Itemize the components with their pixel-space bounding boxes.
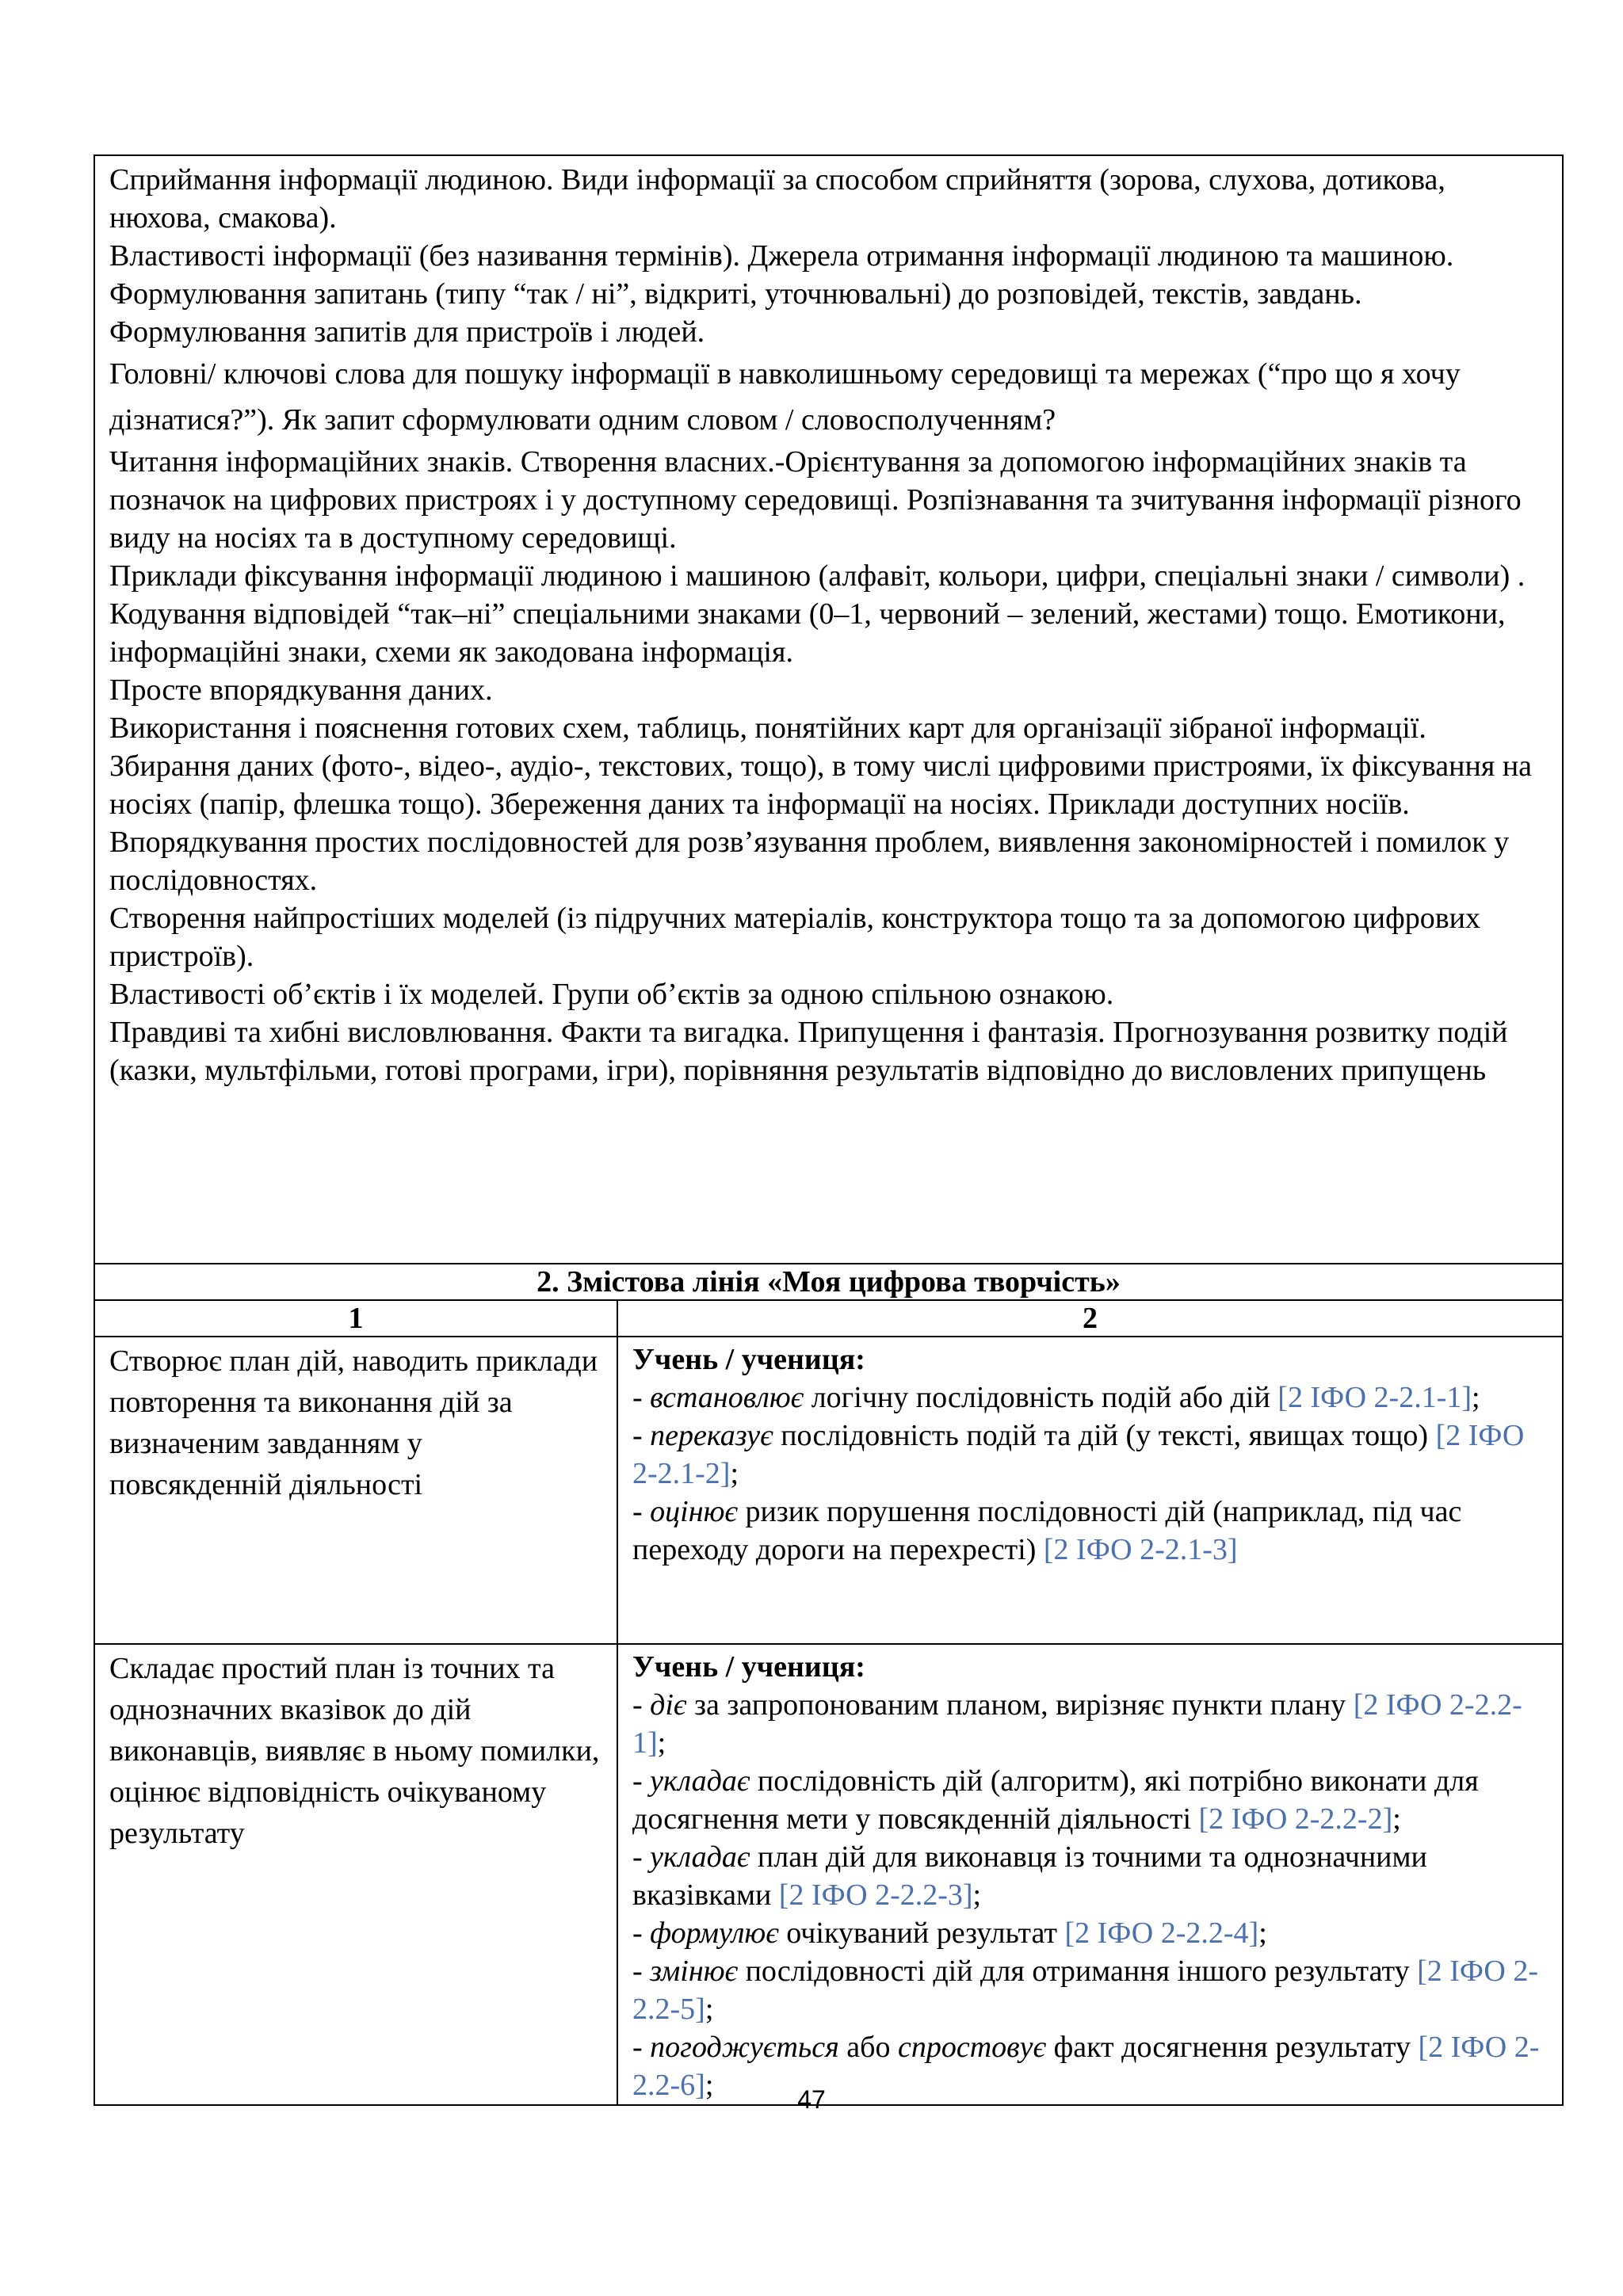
outcome-item: - оцінює ризик порушення послідовності дій (наприклад, під час переходу дороги на перехресті) [2 ІФО 2-2.1-3] <box>632 1495 1462 1566</box>
outcome-code: [2 ІФО 2-2.2-2] <box>1198 1802 1393 1836</box>
outcome-item: - укладає план дій для виконавця із точними та однозначними вказівками [2 ІФО 2-2.2-3]; <box>632 1840 1427 1912</box>
topic-paragraph: Головні/ ключові слова для пошуку інформації в навколишньому середовищі та мережах (“про що я хочу дізнатися?”). Як запит сформулювати одним словом / словосполученням? <box>109 357 1461 437</box>
outcome-item: - укладає послідовність дій (алгоритм), які потрібно виконати для досягнення мети у повсякденній діяльності [2 ІФО 2-2.2-2]; <box>632 1764 1479 1836</box>
outcome-code: [2 ІФО 2-2.2-1] <box>632 1688 1522 1760</box>
outcome-item: - формулює очікуваний результат [2 ІФО 2-2.2-4]; <box>632 1917 1267 1950</box>
topic-paragraph: Властивості об’єктів і їх моделей. Групи об’єктів за одною спільною ознакою. <box>109 978 1114 1011</box>
expected-result-cell: Складає простий план із точних та однозначних вказівок до дій виконавців, виявляє в ньому помилки, оцінює відповідність очікуваному результату <box>94 1644 617 2105</box>
topic-paragraph: Властивості інформації (без називання термінів). Джерела отримання інформації людиною та машиною. <box>109 239 1454 273</box>
topic-paragraph: Приклади фіксування інформації людиною і машиною (алфавіт, кольори, цифри, спеціальні знаки / символи) . Кодування відповідей “так–ні” спеціальними знаками (0–1, червоний – зелений, жестами) тощо. Емотикони, інформаційні знаки, схеми як закодована інформація. <box>109 559 1526 669</box>
outcome-code: [2 ІФО 2-2.2-5] <box>632 1955 1538 2026</box>
topic-paragraph: Створення найпростіших моделей (із підручних матеріалів, конструктора тощо та за допомогою цифрових пристроїв). <box>109 902 1481 973</box>
table-row <box>94 1337 1563 1644</box>
content-topics-cell <box>94 155 1563 1264</box>
student-header: Учень / учениця: <box>632 1650 865 1684</box>
topic-paragraph: Правдиві та хибні висловлювання. Факти та вигадка. Припущення і фантазія. Прогнозування розвитку подій (казки, мультфільми, готові програми, ігри), порівняння результатів відповідно до висловлених припущень <box>109 1016 1508 1087</box>
outcome-code: [2 ІФО 2-2.1-1] <box>1277 1381 1472 1414</box>
outcome-code: [2 ІФО 2-2.1-2] <box>632 1419 1525 1490</box>
topic-paragraph: Читання інформаційних знаків. Створення власних.-Орієнтування за допомогою інформаційних знаків та позначок на цифрових пристроях і у доступному середовищі. Розпізнавання та зчитування інформації різного виду на носіях та в доступному середовищі. <box>109 445 1522 555</box>
topic-paragraph: Сприймання інформації людиною. Види інформації за способом сприйняття (зорова, слухова, дотикова, нюхова, смакова). <box>109 163 1445 235</box>
section-title: 2. Змістова лінія «Моя цифрова творчість» <box>94 1264 1563 1300</box>
outcome-item: - встановлює логічну послідовність подій або дій [2 ІФО 2-2.1-1]; <box>632 1381 1480 1414</box>
outcome-code: [2 ІФО 2-2.2-6] <box>632 2031 1540 2102</box>
page-number: 47 <box>797 2085 826 2114</box>
topic-paragraph: Просте впорядкування даних. <box>109 673 493 707</box>
table-row <box>94 1644 1563 2105</box>
column-number-1: 1 <box>94 1300 617 1337</box>
topic-paragraph: Формулювання запитань (типу “так / ні”, відкриті, уточнювальні) до розповідей, текстів, завдань. <box>109 277 1362 311</box>
outcome-item: - погоджується або спростовує факт досягнення результату [2 ІФО 2-2.2-6]; <box>632 2031 1540 2102</box>
outcomes-cell <box>617 1644 1563 2105</box>
column-number-2: 2 <box>617 1300 1563 1337</box>
student-header: Учень / учениця: <box>632 1343 865 1376</box>
topic-paragraph: Формулювання запитів для пристроїв і людей. <box>109 315 705 349</box>
topic-paragraph: Збирання даних (фото-, відео-, аудіо-, текстових, тощо), в тому числі цифровими пристроями, їх фіксування на носіях (папір, флешка тощо). Збереження даних та інформації на носіях. Приклади доступних носіїв. <box>109 749 1533 821</box>
curriculum-table <box>94 154 1564 2106</box>
topic-paragraph: Впорядкування простих послідовностей для розв’язування проблем, виявлення закономірностей і помилок у послідовностях. <box>109 826 1510 897</box>
outcome-code: [2 ІФО 2-2.2-3] <box>778 1878 973 1912</box>
expected-result-cell: Створює план дій, наводить приклади повторення та виконання дій за визначеним завданням у повсякденній діяльності <box>94 1337 617 1644</box>
outcome-code: [2 ІФО 2-2.1-3] <box>1043 1533 1238 1566</box>
outcome-item: - діє за запропонованим планом, вирізняє пункти плану [2 ІФО 2-2.2-1]; <box>632 1688 1522 1760</box>
outcome-item: - змінює послідовності дій для отримання іншого результату [2 ІФО 2-2.2-5]; <box>632 1955 1538 2026</box>
topic-paragraph: Використання і пояснення готових схем, таблиць, понятійних карт для організації зібраної інформації. <box>109 711 1426 745</box>
outcome-code: [2 ІФО 2-2.2-4] <box>1064 1917 1259 1950</box>
outcomes-cell <box>617 1337 1563 1644</box>
outcome-item: - переказує послідовність подій та дій (у тексті, явищах тощо) [2 ІФО 2-2.1-2]; <box>632 1419 1525 1490</box>
